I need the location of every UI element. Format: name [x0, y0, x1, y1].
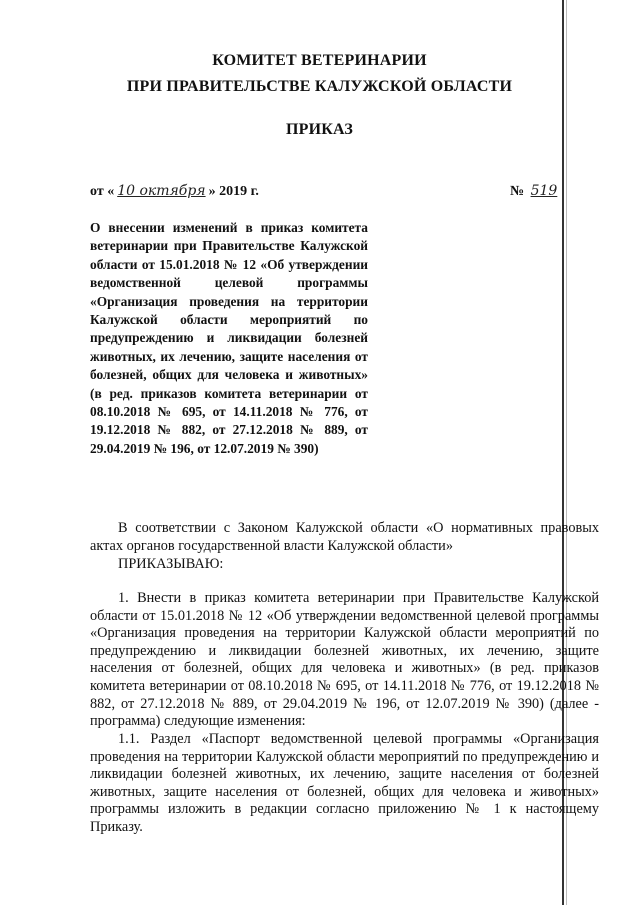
document-type-title: ПРИКАЗ	[285, 121, 354, 138]
number-handwritten: 519	[530, 183, 558, 199]
preamble-paragraph: В соответствии с Законом Калужской области «О нормативных правовых актах органов государственной власти Калужской области»	[90, 520, 599, 554]
date-prefix: от «	[90, 184, 115, 199]
org-name-line1: КОМИТЕТ ВЕТЕРИНАРИИ	[212, 52, 427, 69]
date-suffix: » 2019 г.	[208, 184, 259, 199]
number-label: №	[510, 184, 525, 199]
item-1-paragraph: 1. Внести в приказ комитета ветеринарии при Правительстве Калужской области от 15.01.2018 № 12 «Об утверждении ведомственной целевой программы «Организация проведения на территории Калужской области мероприятий по предупреждению и ликвидации болезней животных, их лечению, защите населения от болезней, общих для человека и животных» (в ред. приказов комитета ветеринарии от 08.10.2018 № 695, от 14.11.2018 № 776, от 19.12.2018 № 882, от 27.12.2018 № 889, от 29.04.2019 № 196, от 12.07.2019 № 390) (далее - программа) следующие изменения:	[90, 590, 599, 730]
date-handwritten: 10 октября	[117, 183, 206, 199]
item-1-1-paragraph: 1.1. Раздел «Паспорт ведомственной целевой программы «Организация проведения на территории Калужской области мероприятий по предупреждению и ликвидации болезней животных, их лечению, защите населения от болезней животных, защите населения от болезней, общих для человека и животных» программы изложить в редакции согласно приложению № 1 к настоящему Приказу.	[90, 731, 599, 835]
order-subject: О внесении изменений в приказ комитета ветеринарии при Правительстве Калужской области от 15.01.2018 № 12 «Об утверждении ведомственной целевой программы «Организация проведения на территории Калужской области мероприятий по предупреждению и ликвидации болезней животных, их лечению, защите населения от болезней, общих для человека и животных» (в ред. приказов комитета ветеринарии от 08.10.2018 № 695, от 14.11.2018 № 776, от 19.12.2018 № 882, от 27.12.2018 № 889, от 29.04.2019 № 196, от 12.07.2019 № 390)	[90, 220, 368, 456]
order-number	[510, 183, 594, 200]
order-keyword: ПРИКАЗЫВАЮ:	[118, 556, 224, 572]
org-name-line2: ПРИ ПРАВИТЕЛЬСТВЕ КАЛУЖСКОЙ ОБЛАСТИ	[126, 78, 513, 95]
order-date	[90, 183, 259, 200]
